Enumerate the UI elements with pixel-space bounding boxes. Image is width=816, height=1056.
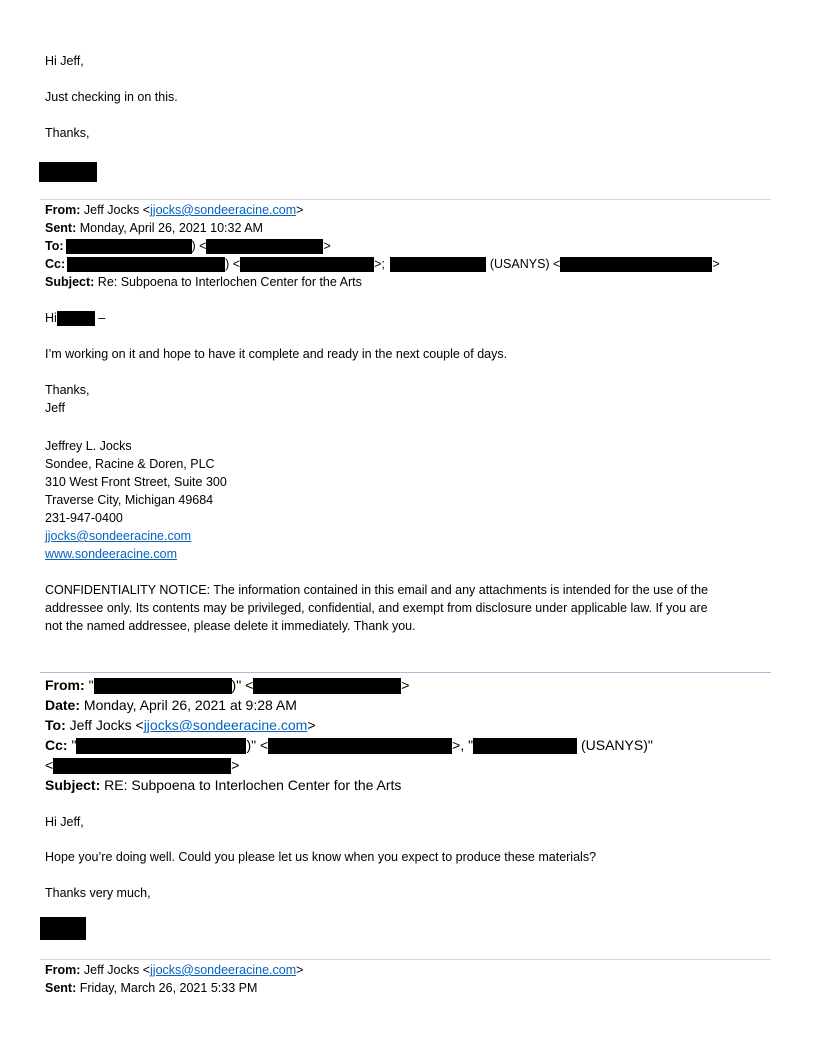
msg1-from-line — [45, 203, 303, 217]
signature-phone: 231-947-0400 — [45, 511, 123, 525]
msg1-sign-name: Jeff — [45, 401, 65, 415]
msg1-to-label: To: — [45, 239, 64, 253]
msg2-signoff: Thanks very much, — [45, 886, 151, 900]
msg1-sent-value: Monday, April 26, 2021 10:32 AM — [79, 221, 263, 235]
msg2-cc-sep1: )" < — [246, 737, 269, 753]
msg2-cc-sep2: >, " — [452, 737, 474, 753]
redacted-signature — [39, 162, 97, 182]
msg3-from-label: From: — [45, 963, 81, 977]
msg1-cc-sep1: ) < — [225, 257, 241, 271]
redacted-to-name — [66, 239, 192, 254]
msg3-from-close: > — [296, 963, 304, 977]
confidentiality-notice — [45, 581, 708, 635]
msg1-cc-close: > — [712, 257, 720, 271]
msg2-to-close: > — [307, 717, 316, 733]
notice-line: not the named addressee, please delete it immediately. Thank you. — [45, 619, 416, 633]
msg1-to-sep: ) < — [191, 239, 207, 253]
msg1-to-close: > — [323, 239, 331, 253]
msg1-sent-line — [45, 221, 263, 235]
msg2-cc-line2-close: > — [231, 757, 240, 773]
signature-city: Traverse City, Michigan 49684 — [45, 493, 214, 507]
redacted-cc-name-4 — [473, 738, 577, 754]
msg2-date-line — [45, 697, 297, 713]
redacted-cc-name-2 — [390, 257, 486, 272]
msg2-date-value: Monday, April 26, 2021 at 9:28 AM — [83, 697, 297, 713]
msg3-sent-line — [45, 981, 257, 995]
signature-street: 310 West Front Street, Suite 300 — [45, 475, 227, 489]
msg2-from-sep: )" < — [231, 677, 254, 693]
msg2-to-email-link[interactable]: jjocks@sondeeracine.com — [143, 717, 308, 733]
redacted-cc-name-1 — [67, 257, 225, 272]
signature-firm: Sondee, Racine & Doren, PLC — [45, 457, 215, 471]
msg1-from-email-link[interactable]: jjocks@sondeeracine.com — [150, 203, 297, 217]
redacted-cc-name-3 — [76, 738, 246, 754]
msg2-cc-open: " — [71, 737, 77, 753]
msg1-greeting-post: – — [98, 311, 106, 325]
msg2-to-line — [45, 717, 316, 733]
redacted-to-email — [206, 239, 323, 254]
msg1-from-name: Jeff Jocks < — [83, 203, 151, 217]
msg2-cc-usanys: (USANYS)" — [580, 737, 653, 753]
msg2-date-label: Date: — [45, 697, 81, 713]
msg2-subject-label: Subject: — [45, 777, 101, 793]
redacted-cc-email-2 — [560, 257, 712, 272]
msg1-subject-line — [45, 275, 362, 289]
msg3-from-line — [45, 963, 303, 977]
top-greeting: Hi Jeff, — [45, 54, 84, 68]
msg1-greeting — [45, 311, 105, 326]
notice-line: CONFIDENTIALITY NOTICE: The information contained in this email and any attachments is intended for the use of the — [45, 583, 709, 597]
msg2-subject-value: RE: Subpoena to Interlochen Center for the Arts — [104, 777, 402, 793]
msg3-sent-label: Sent: — [45, 981, 77, 995]
msg2-cc-line2-open: < — [45, 757, 54, 773]
redacted-from-email — [253, 678, 401, 694]
msg2-cc-line — [45, 737, 653, 754]
msg1-from-label: From: — [45, 203, 81, 217]
msg1-greeting-pre: Hi — [45, 311, 57, 325]
redacted-cc-email-4 — [53, 758, 231, 774]
msg1-cc-usanys: (USANYS) < — [489, 257, 561, 271]
msg1-body: I’m working on it and hope to have it complete and ready in the next couple of days. — [45, 347, 508, 361]
notice-line: addressee only. Its contents may be privileged, confidential, and exempt from disclosure under applicable law. If you are — [45, 601, 708, 615]
redacted-from-name — [94, 678, 232, 694]
top-signoff: Thanks, — [45, 126, 90, 140]
msg1-cc-line — [45, 257, 720, 272]
msg2-cc-line-2 — [45, 757, 239, 774]
msg1-cc-label: Cc: — [45, 257, 66, 271]
msg2-from-line — [45, 677, 409, 694]
redacted-cc-email-3 — [268, 738, 452, 754]
signature-web-link[interactable]: www.sondeeracine.com — [45, 547, 178, 561]
msg3-sent-value: Friday, March 26, 2021 5:33 PM — [79, 981, 258, 995]
signature-block — [45, 437, 227, 563]
separator-2 — [40, 672, 771, 673]
msg2-greeting: Hi Jeff, — [45, 815, 84, 829]
msg2-from-label: From: — [45, 677, 85, 693]
msg2-to-label: To: — [45, 717, 66, 733]
signature-email-link[interactable]: jjocks@sondeeracine.com — [45, 529, 192, 543]
msg2-body: Hope you’re doing well. Could you please let us know when you expect to produce these materials? — [45, 850, 597, 864]
msg1-sent-label: Sent: — [45, 221, 77, 235]
msg2-subject-line — [45, 777, 401, 793]
msg1-cc-sep2: >; — [374, 257, 385, 271]
msg1-subject-label: Subject: — [45, 275, 95, 289]
redacted-signature-2 — [40, 917, 86, 940]
signature-name: Jeffrey L. Jocks — [45, 439, 132, 453]
separator-3 — [40, 959, 771, 960]
msg1-from-close: > — [296, 203, 304, 217]
msg2-from-close: > — [401, 677, 410, 693]
redacted-cc-email-1 — [240, 257, 374, 272]
msg3-from-email-link[interactable]: jjocks@sondeeracine.com — [150, 963, 297, 977]
msg2-from-open: " — [88, 677, 94, 693]
redacted-greeting-name — [57, 311, 95, 326]
msg3-from-name: Jeff Jocks < — [83, 963, 151, 977]
separator-1 — [40, 199, 771, 200]
msg1-signoff: Thanks, — [45, 383, 90, 397]
msg2-to-name: Jeff Jocks < — [69, 717, 144, 733]
msg2-cc-label: Cc: — [45, 737, 68, 753]
top-body: Just checking in on this. — [45, 90, 178, 104]
msg1-to-line — [45, 239, 331, 254]
msg1-subject-value: Re: Subpoena to Interlochen Center for the Arts — [97, 275, 362, 289]
